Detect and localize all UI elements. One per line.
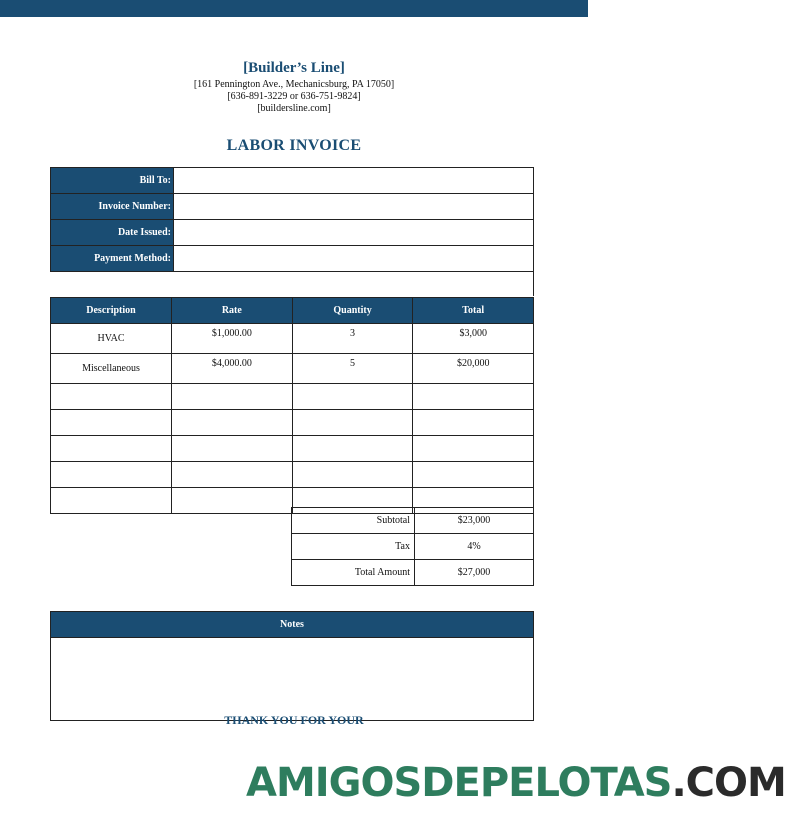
- totals-table: [291, 507, 534, 586]
- item-rate[interactable]: [171, 462, 292, 488]
- item-quantity[interactable]: [292, 384, 413, 410]
- notes-field[interactable]: [50, 637, 534, 721]
- subtotal-value[interactable]: $23,000: [415, 508, 534, 534]
- subtotal-label: Subtotal: [292, 508, 415, 534]
- info-row-date-issued: [51, 220, 534, 246]
- table-row: [51, 384, 534, 410]
- header-quantity: Quantity: [292, 298, 413, 324]
- item-quantity[interactable]: [292, 462, 413, 488]
- info-row-payment-method: [51, 246, 534, 272]
- invoice-title: LABOR INVOICE: [226, 137, 362, 154]
- item-description[interactable]: [51, 410, 172, 436]
- table-row: [51, 410, 534, 436]
- date-issued-field[interactable]: [174, 220, 534, 246]
- item-total[interactable]: [413, 384, 534, 410]
- item-quantity[interactable]: 3: [292, 324, 413, 354]
- item-description[interactable]: Miscellaneous: [51, 354, 172, 384]
- date-issued-label: Date Issued:: [51, 220, 174, 246]
- payment-method-label: Payment Method:: [51, 246, 174, 272]
- item-total[interactable]: [413, 462, 534, 488]
- header-total: Total: [413, 298, 534, 324]
- company-website: [buildersline.com]: [257, 103, 331, 114]
- table-row: [51, 436, 534, 462]
- header-rate: Rate: [171, 298, 292, 324]
- item-quantity[interactable]: 5: [292, 354, 413, 384]
- company-phone: [636-891-3229 or 636-751-9824]: [227, 91, 361, 102]
- item-rate[interactable]: [171, 384, 292, 410]
- item-total[interactable]: $3,000: [413, 324, 534, 354]
- watermark-logo: [246, 757, 786, 809]
- item-total[interactable]: [413, 436, 534, 462]
- tax-value[interactable]: 4%: [415, 534, 534, 560]
- item-rate[interactable]: [171, 436, 292, 462]
- item-description[interactable]: [51, 384, 172, 410]
- subtotal-row: [292, 508, 534, 534]
- total-amount-value[interactable]: $27,000: [415, 560, 534, 586]
- info-row-invoice-number: [51, 194, 534, 220]
- total-amount-label: Total Amount: [292, 560, 415, 586]
- company-address: [161 Pennington Ave., Mechanicsburg, PA 17050]: [193, 79, 395, 90]
- invoice-number-label: Invoice Number:: [51, 194, 174, 220]
- item-rate[interactable]: [171, 488, 292, 514]
- spacer-row: [51, 272, 534, 297]
- top-accent-bar: [0, 0, 588, 17]
- item-description[interactable]: HVAC: [51, 324, 172, 354]
- item-description[interactable]: [51, 462, 172, 488]
- tax-row: [292, 534, 534, 560]
- bill-to-label: Bill To:: [51, 168, 174, 194]
- table-row: [51, 324, 534, 354]
- item-total[interactable]: $20,000: [413, 354, 534, 384]
- item-quantity[interactable]: [292, 436, 413, 462]
- item-total[interactable]: [413, 410, 534, 436]
- item-rate[interactable]: [171, 410, 292, 436]
- item-description[interactable]: [51, 436, 172, 462]
- header-description: Description: [51, 298, 172, 324]
- thank-you-text: THANK YOU FOR YOUR: [224, 713, 364, 727]
- payment-method-field[interactable]: [174, 246, 534, 272]
- item-quantity[interactable]: [292, 410, 413, 436]
- line-items-table: [50, 297, 534, 514]
- info-row-bill-to: [51, 168, 534, 194]
- watermark-part1: AMIGOSDEPELOTAS: [246, 760, 672, 806]
- item-rate[interactable]: $4,000.00: [171, 354, 292, 384]
- table-row: [51, 462, 534, 488]
- invoice-info-table: [50, 167, 534, 296]
- company-name: [Builder’s Line]: [243, 60, 345, 76]
- notes-heading: Notes: [50, 611, 534, 638]
- total-amount-row: [292, 560, 534, 586]
- item-description[interactable]: [51, 488, 172, 514]
- tax-label: Tax: [292, 534, 415, 560]
- item-rate[interactable]: $1,000.00: [171, 324, 292, 354]
- table-row: [51, 354, 534, 384]
- bill-to-field[interactable]: [174, 168, 534, 194]
- watermark-part2: .COM: [671, 760, 786, 806]
- invoice-number-field[interactable]: [174, 194, 534, 220]
- line-items-header: [51, 298, 534, 324]
